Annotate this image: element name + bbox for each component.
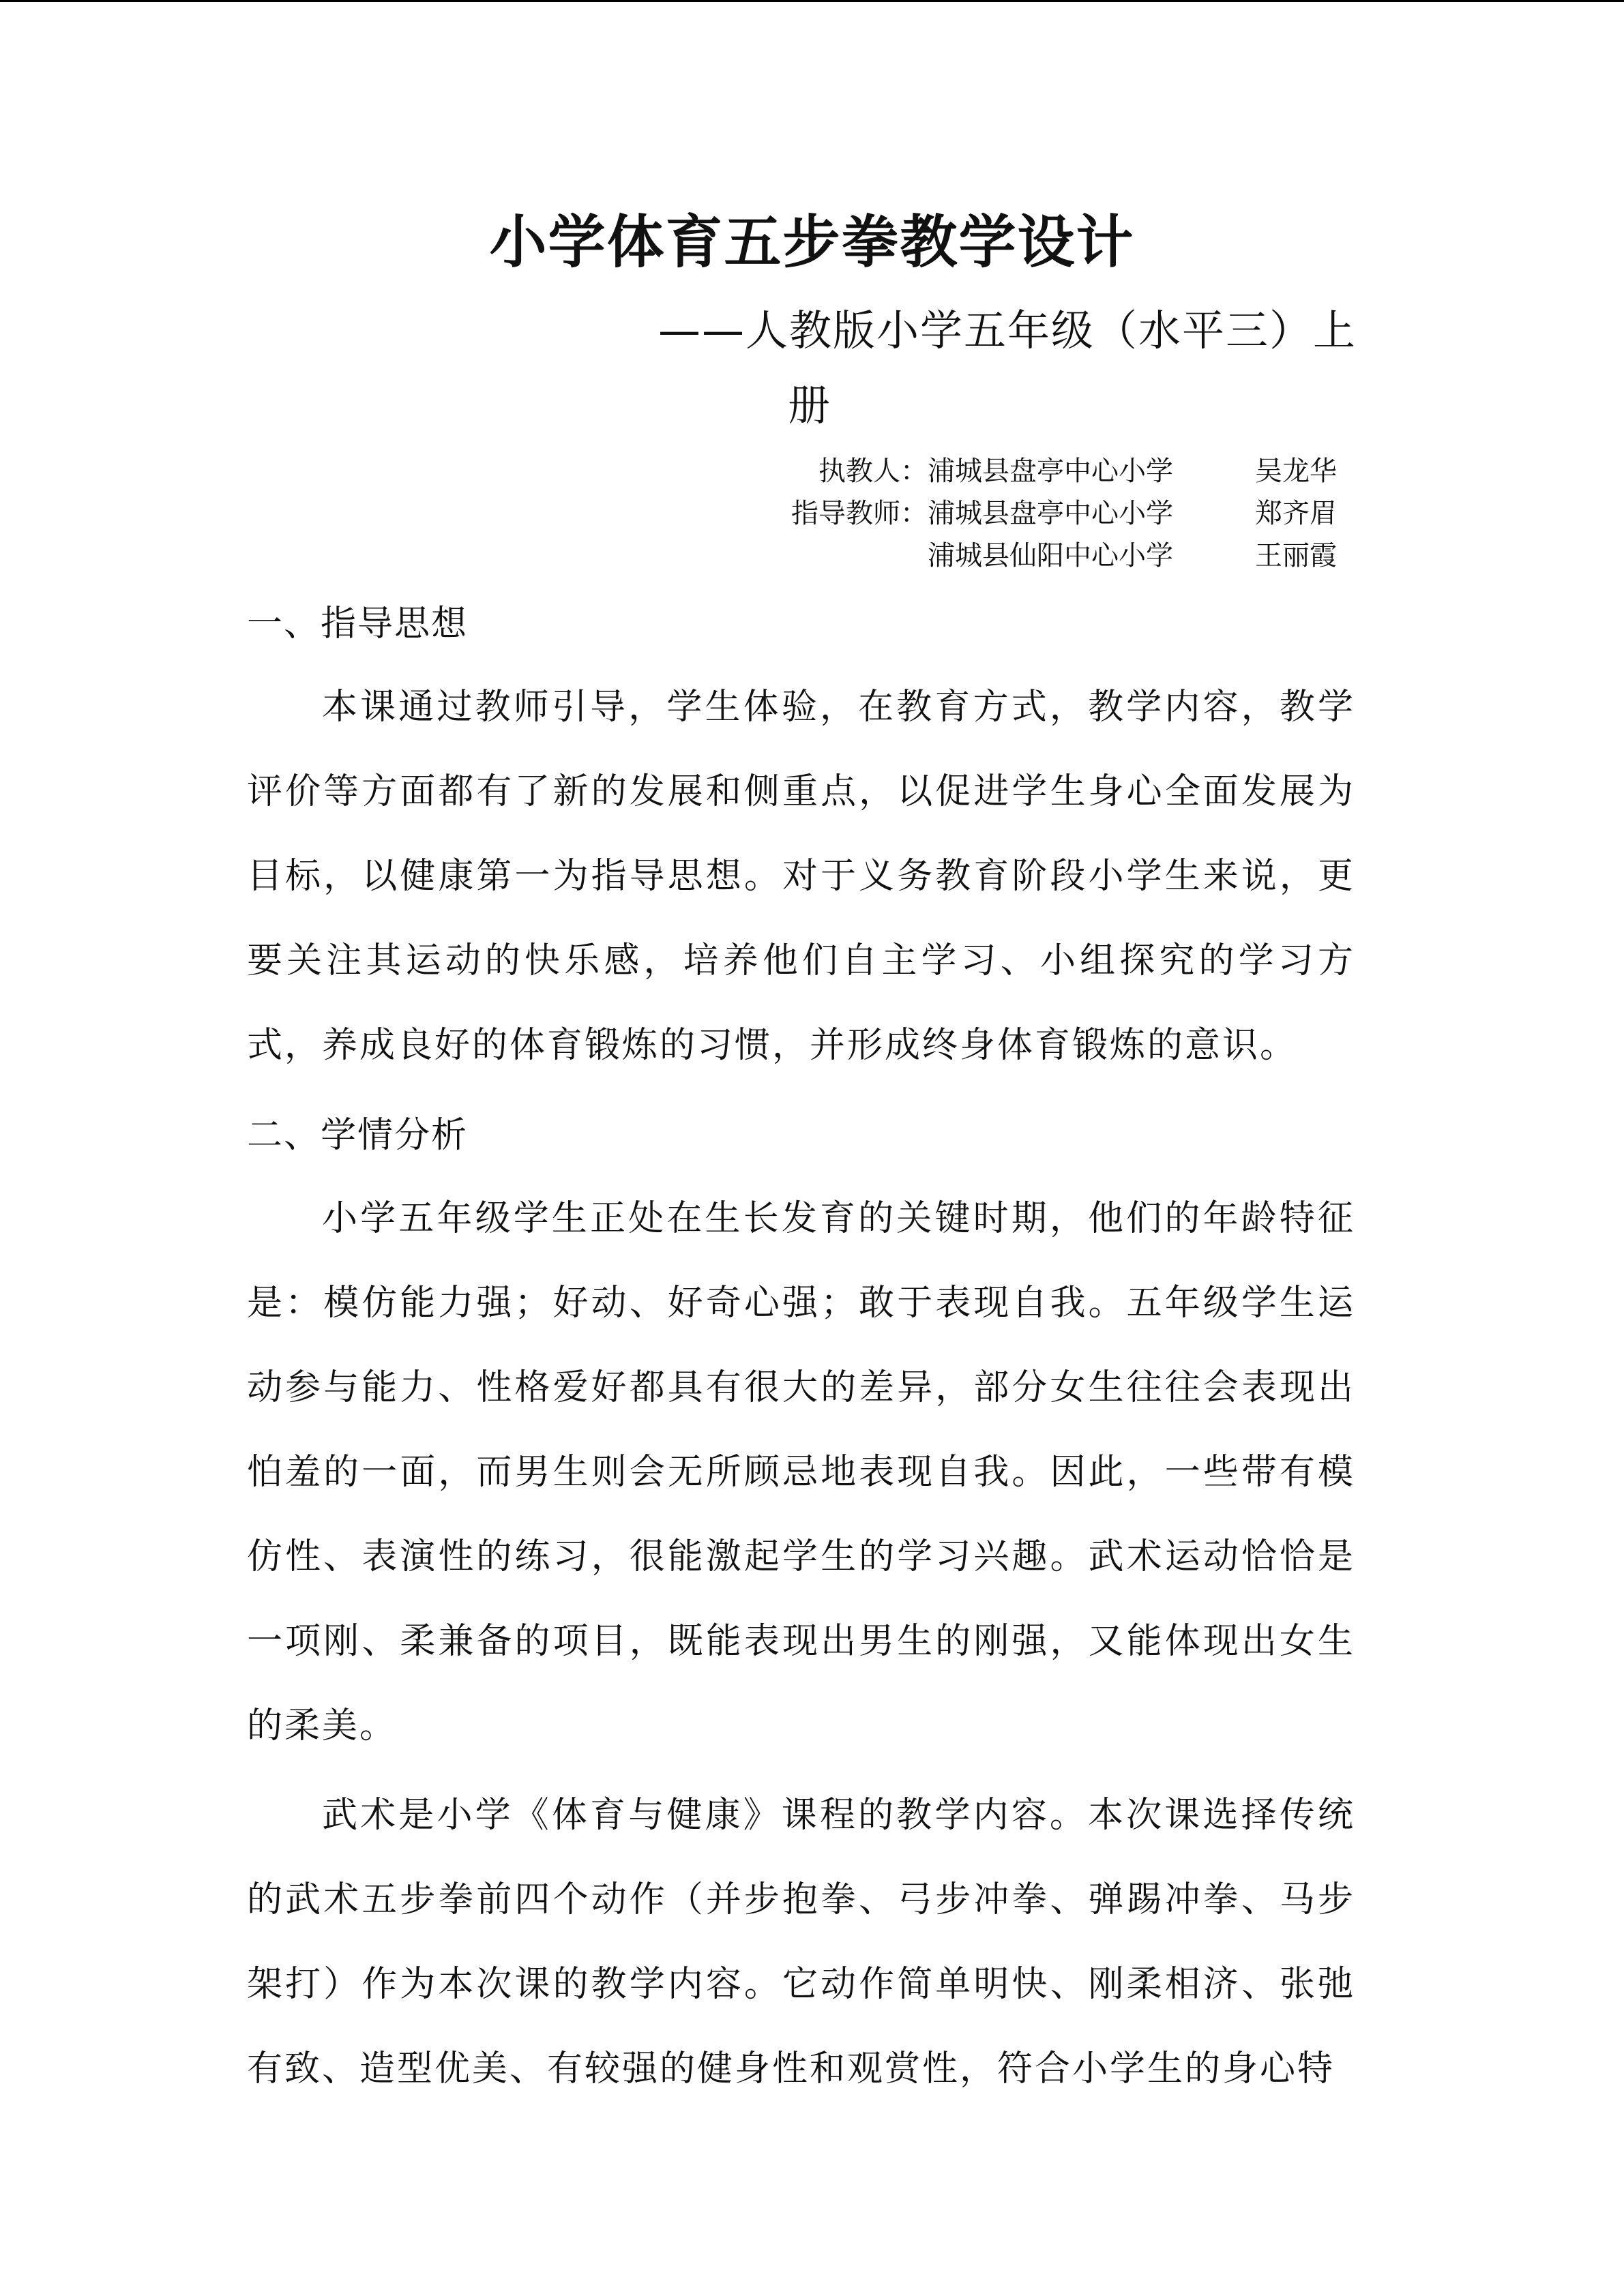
section-1-heading: 一、指导思想 <box>247 603 469 644</box>
document-title: 小学体育五步拳教学设计 <box>489 209 1135 275</box>
section-2-paragraph-2: 武术是小学《体育与健康》课程的教学内容。本次课选择传统的武术五步拳前四个动作（并步抱拳、弓步冲拳、弹踢冲拳、马步架打）作为本次课的教学内容。它动作简单明快、刚柔相济、张弛有致、造型优美、有较强的健身性和观赏性，符合小学生的身心特 <box>247 1795 1355 2089</box>
advisor-1-name: 郑齐眉 <box>1255 498 1337 529</box>
subtitle-line-1: ——人教版小学五年级（水平三）上 <box>658 305 1357 355</box>
advisor-label: 指导教师： <box>791 498 928 529</box>
section-1-paragraph-1: 本课通过教师引导，学生体验，在教育方式，教学内容，教学评价等方面都有了新的发展和侧重点，以促进学生身心全面发展为目标，以健康第一为指导思想。对于义务教育阶段小学生来说，更要关注其运动的快乐感，培养他们自主学习、小组探究的学习方式，养成良好的体育锻炼的习惯，并形成终身体育锻炼的意识。 <box>247 687 1355 1066</box>
section-2-heading: 二、学情分析 <box>247 1115 469 1156</box>
advisor-2-name: 王丽霞 <box>1255 540 1337 571</box>
advisor-2-school: 浦城县仙阳中心小学 <box>928 540 1173 571</box>
teacher-school: 浦城县盘亭中心小学 <box>928 456 1173 487</box>
advisor-row-2 <box>778 535 1378 577</box>
advisor-row-1 <box>778 492 1378 535</box>
teacher-name: 吴龙华 <box>1255 456 1337 487</box>
teacher-label: 执教人： <box>818 456 928 487</box>
advisor-label-blank <box>778 535 928 577</box>
document-subtitle <box>658 293 1361 443</box>
advisor-1-school: 浦城县盘亭中心小学 <box>928 498 1173 529</box>
author-block <box>778 450 1378 577</box>
section-2-paragraph-1: 小学五年级学生正处在生长发育的关键时期，他们的年龄特征是：模仿能力强；好动、好奇心强；敢于表现自我。五年级学生运动参与能力、性格爱好都具有很大的差异，部分女生往往会表现出怕羞的一面，而男生则会无所顾忌地表现自我。因此，一些带有模仿性、表演性的练习，很能激起学生的学习兴趣。武术运动恰恰是一项刚、柔兼备的项目，既能表现出男生的刚强，又能体现出女生的柔美。 <box>247 1198 1355 1746</box>
teacher-row <box>778 450 1378 492</box>
subtitle-line-2: 册 <box>788 381 832 430</box>
